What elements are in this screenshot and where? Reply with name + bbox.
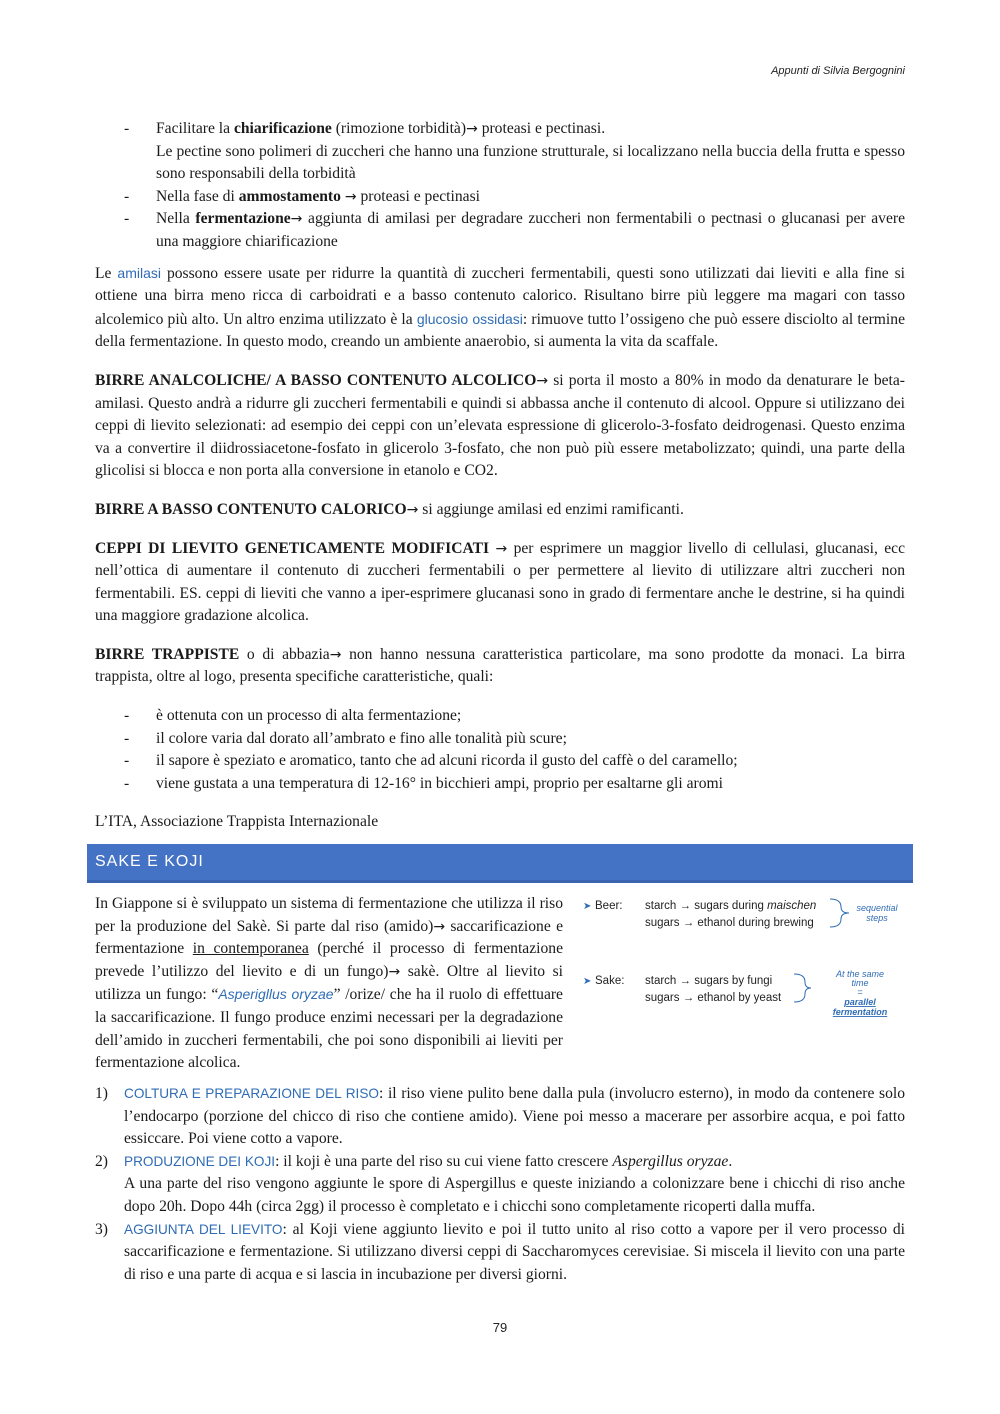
sake-note-3: =	[857, 987, 863, 998]
header-author-note: Appunti di Silvia Bergognini	[771, 65, 905, 77]
paragraph-analcoliche: BIRRE ANALCOLICHE/ A BASSO CONTENUTO ALCOLICO→ si porta il mosto a 80% in modo da denaturare le beta-amilasi. Questo andrà a ridurre gli zuccheri fermentabili e quindi si abbassa anche il contenuto di alcool. Oppure si utilizzano dei ceppi di lievito selezionati: ad esempio dei ceppi con un’elevata espressione di glicerolo-3-fosfato deidrogenasi. Questo enzima va a convertire il diidrossiacetone-fosfato in glicerolo 3-fosfato, che non può più essere metabolizzato; quindi, una parte della glicolisi si blocca e non porta alla conversione in etanolo e CO2.	[95, 371, 905, 480]
beer-note-2: steps	[866, 913, 888, 924]
paragraph-basso-calorico: BIRRE A BASSO CONTENUTO CALORICO→ si aggiunge amilasi ed enzimi ramificanti.	[95, 500, 684, 518]
sake-brace-icon	[794, 974, 811, 1002]
list-item: - Nella fase di ammostamento → proteasi e pectinasi	[124, 187, 480, 205]
beer-bullet-icon: ➤	[583, 901, 592, 913]
page-number: 79	[492, 1320, 508, 1335]
sake-note-1: At the same	[835, 969, 885, 980]
beer-brace-icon	[830, 899, 849, 927]
paragraph-trappiste: BIRRE TRAPPISTE o di abbazia→ non hanno nessuna caratteristica particolare, ma sono prodotte da monaci. La birra trappista, oltre al logo, presenta specifiche caratteristiche, quali:	[95, 645, 906, 686]
step-item: 3) AGGIUNTA DEL LIEVITO: al Koji viene aggiunto lievito e poi il tutto unito al riso cotto a vapore per il vero processo di saccarificazione e fermentazione. Si utilizzano diversi ceppi di Saccharomyces cerevisiae. Si miscela il lievito con una parte di riso e una parte di acqua e si lascia in incubazione per diversi giorni.	[95, 1220, 905, 1283]
beer-line-1: starch → sugars during maischen	[645, 900, 817, 913]
enzyme-uses-list	[95, 118, 905, 254]
list-item: - il colore varia dal dorato all’ambrato e fino alle tonalità più scure;	[124, 729, 567, 747]
list-item: - viene gustata a una temperatura di 12-16° in bicchieri ampi, proprio per esaltarne gli aromi	[124, 774, 723, 792]
sake-label: Sake:	[595, 975, 625, 988]
step-item: 2) PRODUZIONE DEI KOJI: il koji è una parte del riso su cui viene fatto crescere Aspergillus oryzae. A una parte del riso vengono aggiunte le spore di Aspergillus e queste iniziando a colonizzare bene i chicchi di riso anche dopo 20h. Dopo 44h (circa 2gg) il processo è completato e i chicchi sono completamente ricoperti dalla muffa.	[95, 1152, 905, 1215]
trappiste-characteristics-list	[95, 705, 905, 795]
paragraph-amilasi: Le amilasi possono essere usate per ridurre la quantità di zuccheri fermentabili, questi sono utilizzati dai lieviti e alla fine si ottiene una birra meno ricca di carboidrati e a basso contenuto calorico. Risultano birre più leggere ma magari con tasso alcolemico più alto. Un altro enzima utilizzato è la glucosio ossidasi: rimuove tutto l’ossigeno che può essere disciolto al termine della fermentazione. In questo modo, creando un ambiente anaerobio, si aumenta la vita da scaffale.	[95, 264, 905, 351]
sake-line-1: starch → sugars by fungi	[645, 975, 773, 988]
sake-paragraph: In Giappone si è sviluppato un sistema di fermentazione che utilizza il riso per la produzione del Sakè. Si parte dal riso (amido)→ saccarificazione e fermentazione in contemporanea (perché il processo di fermentazione prevede l’utilizzo del lievito e di un fungo)→ sakè. Oltre al lievito si utilizza un fungo: “Asperigllus oryzae” /orize/ che ha il ruolo di effettuare la saccarificazione. Il fungo produce enzimi necessari per la degradazione dell’amido in zuccheri fermentabili, che poi sono disponibili ai lieviti per fermentazione alcolica.	[95, 895, 563, 1072]
list-item: - Nella fermentazione→ aggiunta di amilasi per degradare zuccheri non fermentabili o pectnasi o glucanasi per avere una maggiore chiarificazione	[124, 210, 906, 250]
list-item: - è ottenuta con un processo di alta fermentazione;	[124, 707, 462, 725]
list-item: - Facilitare la chiarificazione (rimozione torbidità)→ proteasi e pectinasi. Le pectine sono polimeri di zuccheri che hanno una funzione strutturale, si localizzano nella buccia della frutta e spesso sono responsabili della torbidità	[124, 120, 905, 183]
sake-line-2: sugars → ethanol by yeast	[645, 992, 782, 1005]
sake-note-4: parallel	[844, 997, 876, 1008]
list-item: - il sapore è speziato e aromatico, tanto che ad alcuni ricorda il gusto del caffè o del caramello;	[124, 752, 738, 770]
sake-note-5: fermentation	[832, 1007, 888, 1018]
paragraph-ceppi: CEPPI DI LIEVITO GENETICAMENTE MODIFICATI → per esprimere un maggior livello di cellulasi, glucanasi, ecc nell’ottica di aumentare il contenuto di zuccheri fermentabili o per permettere al lievito di utilizzare altri zuccheri non fermentabili. ES. ceppi di lieviti che vanno a iper-esprimere glucanasi sono in grado di fermentare anche le destrine, si ha quindi una maggiore gradazione alcolica.	[95, 539, 905, 625]
beer-label: Beer:	[595, 900, 623, 913]
section-heading-sake-koji: SAKE E KOJI	[87, 844, 913, 883]
step-item: 1) COLTURA E PREPARAZIONE DEL RISO: il riso viene pulito bene dalla pula (involucro esterno), in modo da contenere solo l’endocarpo (porzione del chicco di riso che contiene amido). Viene poi messo a macerare per assorbire acqua, e poi fatto essiccare. Poi viene cotto a vapore.	[95, 1085, 905, 1148]
beer-line-2: sugars → ethanol during brewing	[645, 917, 814, 930]
sake-intro	[95, 893, 905, 1073]
beer-vs-sake-figure	[583, 893, 905, 1033]
sake-note-2: time	[851, 978, 869, 989]
main-content	[95, 118, 905, 1286]
sake-bullet-icon: ➤	[583, 976, 592, 988]
beer-note-1: sequential	[856, 903, 898, 914]
paragraph-ita: L’ITA, Associazione Trappista Internazionale	[95, 813, 379, 831]
sake-process-steps	[95, 1083, 905, 1286]
